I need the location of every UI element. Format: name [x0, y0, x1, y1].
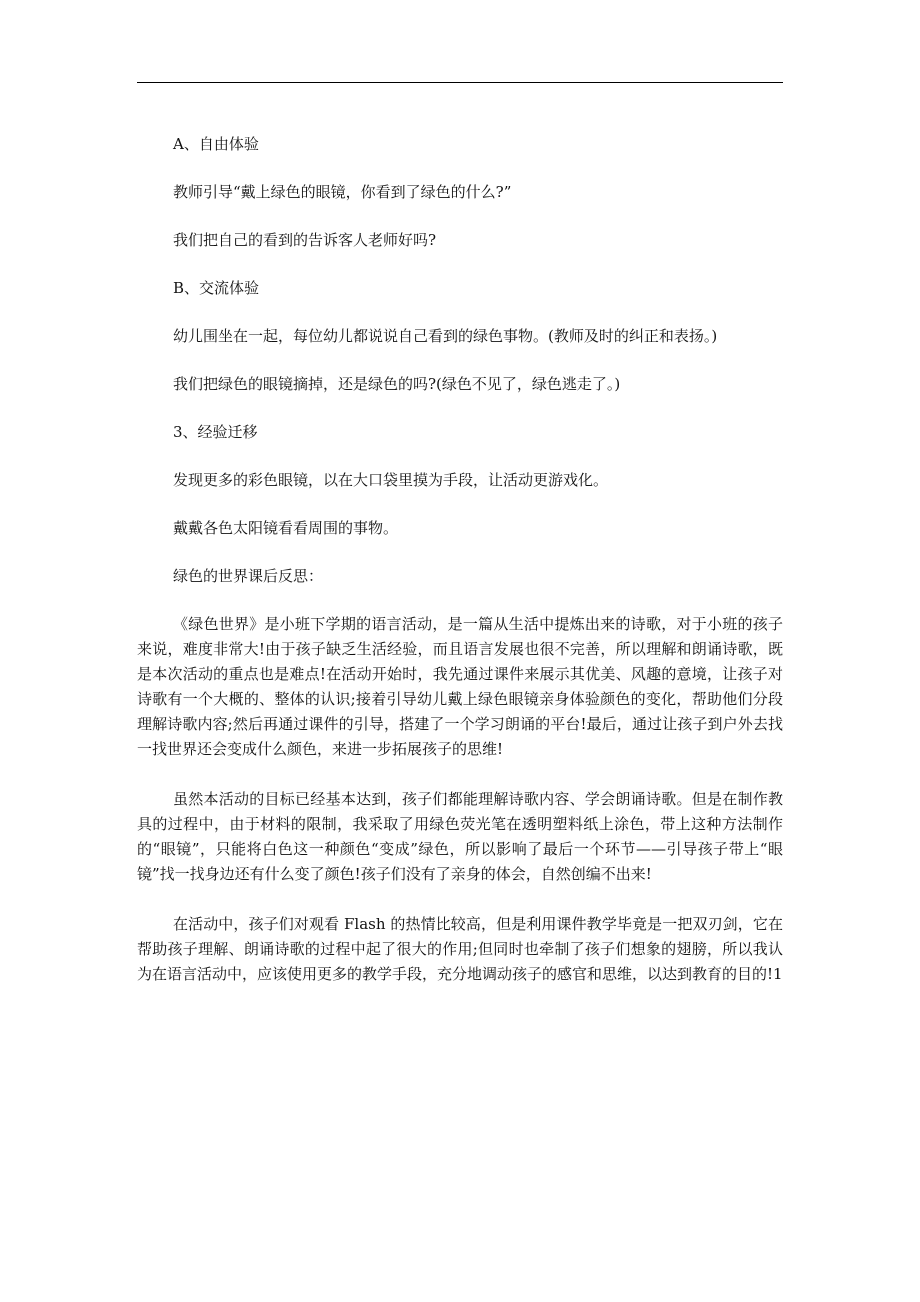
- reflection-paragraph: 在活动中，孩子们对观看 Flash 的热情比较高，但是利用课件教学毕竟是一把双刃剑，它在帮助孩子理解、朗诵诗歌的过程中起了很大的作用;但同时也牵制了孩子们想象的翅膀，所以我认为在语言活动中，应该使用更多的教学手段，充分地调动孩子的感官和思维，以达到教育的目的!1: [137, 915, 783, 983]
- reflection-heading: 绿色的世界课后反思：: [173, 567, 324, 585]
- text-line: 戴戴各色太阳镜看看周围的事物。: [173, 519, 399, 537]
- text-line: 我们把自己的看到的告诉客人老师好吗?: [173, 231, 437, 249]
- text-line: 教师引导“戴上绿色的眼镜，你看到了绿色的什么?”: [173, 183, 512, 201]
- reflection-paragraph: 虽然本活动的目标已经基本达到，孩子们都能理解诗歌内容、学会朗诵诗歌。但是在制作教具的过程中，由于材料的限制，我采取了用绿色荧光笔在透明塑料纸上涂色，带上这种方法制作的“眼镜”，只能将白色这一种颜色“变成”绿色，所以影响了最后一个环节——引导孩子带上“眼镜”找一找身边还有什么变了颜色!孩子们没有了亲身的体会，自然创编不出来!: [137, 790, 783, 883]
- header-rule: [137, 82, 783, 83]
- text-line: 我们把绿色的眼镜摘掉，还是绿色的吗?(绿色不见了，绿色逃走了。): [173, 375, 621, 393]
- section-heading-exchange-experience: B、交流体验: [173, 279, 260, 297]
- reflection-paragraph: 《绿色世界》是小班下学期的语言活动，是一篇从生活中提炼出来的诗歌，对于小班的孩子来说，难度非常大!由于孩子缺乏生活经验，而且语言发展也很不完善，所以理解和朗诵诗歌，既是本次活动的重点也是难点!在活动开始时，我先通过课件来展示其优美、风趣的意境，让孩子对诗歌有一个大概的、整体的认识;接着引导幼儿戴上绿色眼镜亲身体验颜色的变化，帮助他们分段理解诗歌内容;然后再通过课件的引导，搭建了一个学习朗诵的平台!最后，通过让孩子到户外去找一找世界还会变成什么颜色，来进一步拓展孩子的思维!: [137, 615, 783, 758]
- section-heading-experience-transfer: 3、经验迁移: [173, 423, 258, 441]
- text-line: 幼儿围坐在一起，每位幼儿都说说自己看到的绿色事物。(教师及时的纠正和表扬。): [173, 327, 718, 345]
- text-line: 发现更多的彩色眼镜，以在大口袋里摸为手段，让活动更游戏化。: [173, 471, 609, 489]
- document-body: [137, 132, 783, 987]
- section-heading-free-experience: A、自由体验: [173, 135, 259, 153]
